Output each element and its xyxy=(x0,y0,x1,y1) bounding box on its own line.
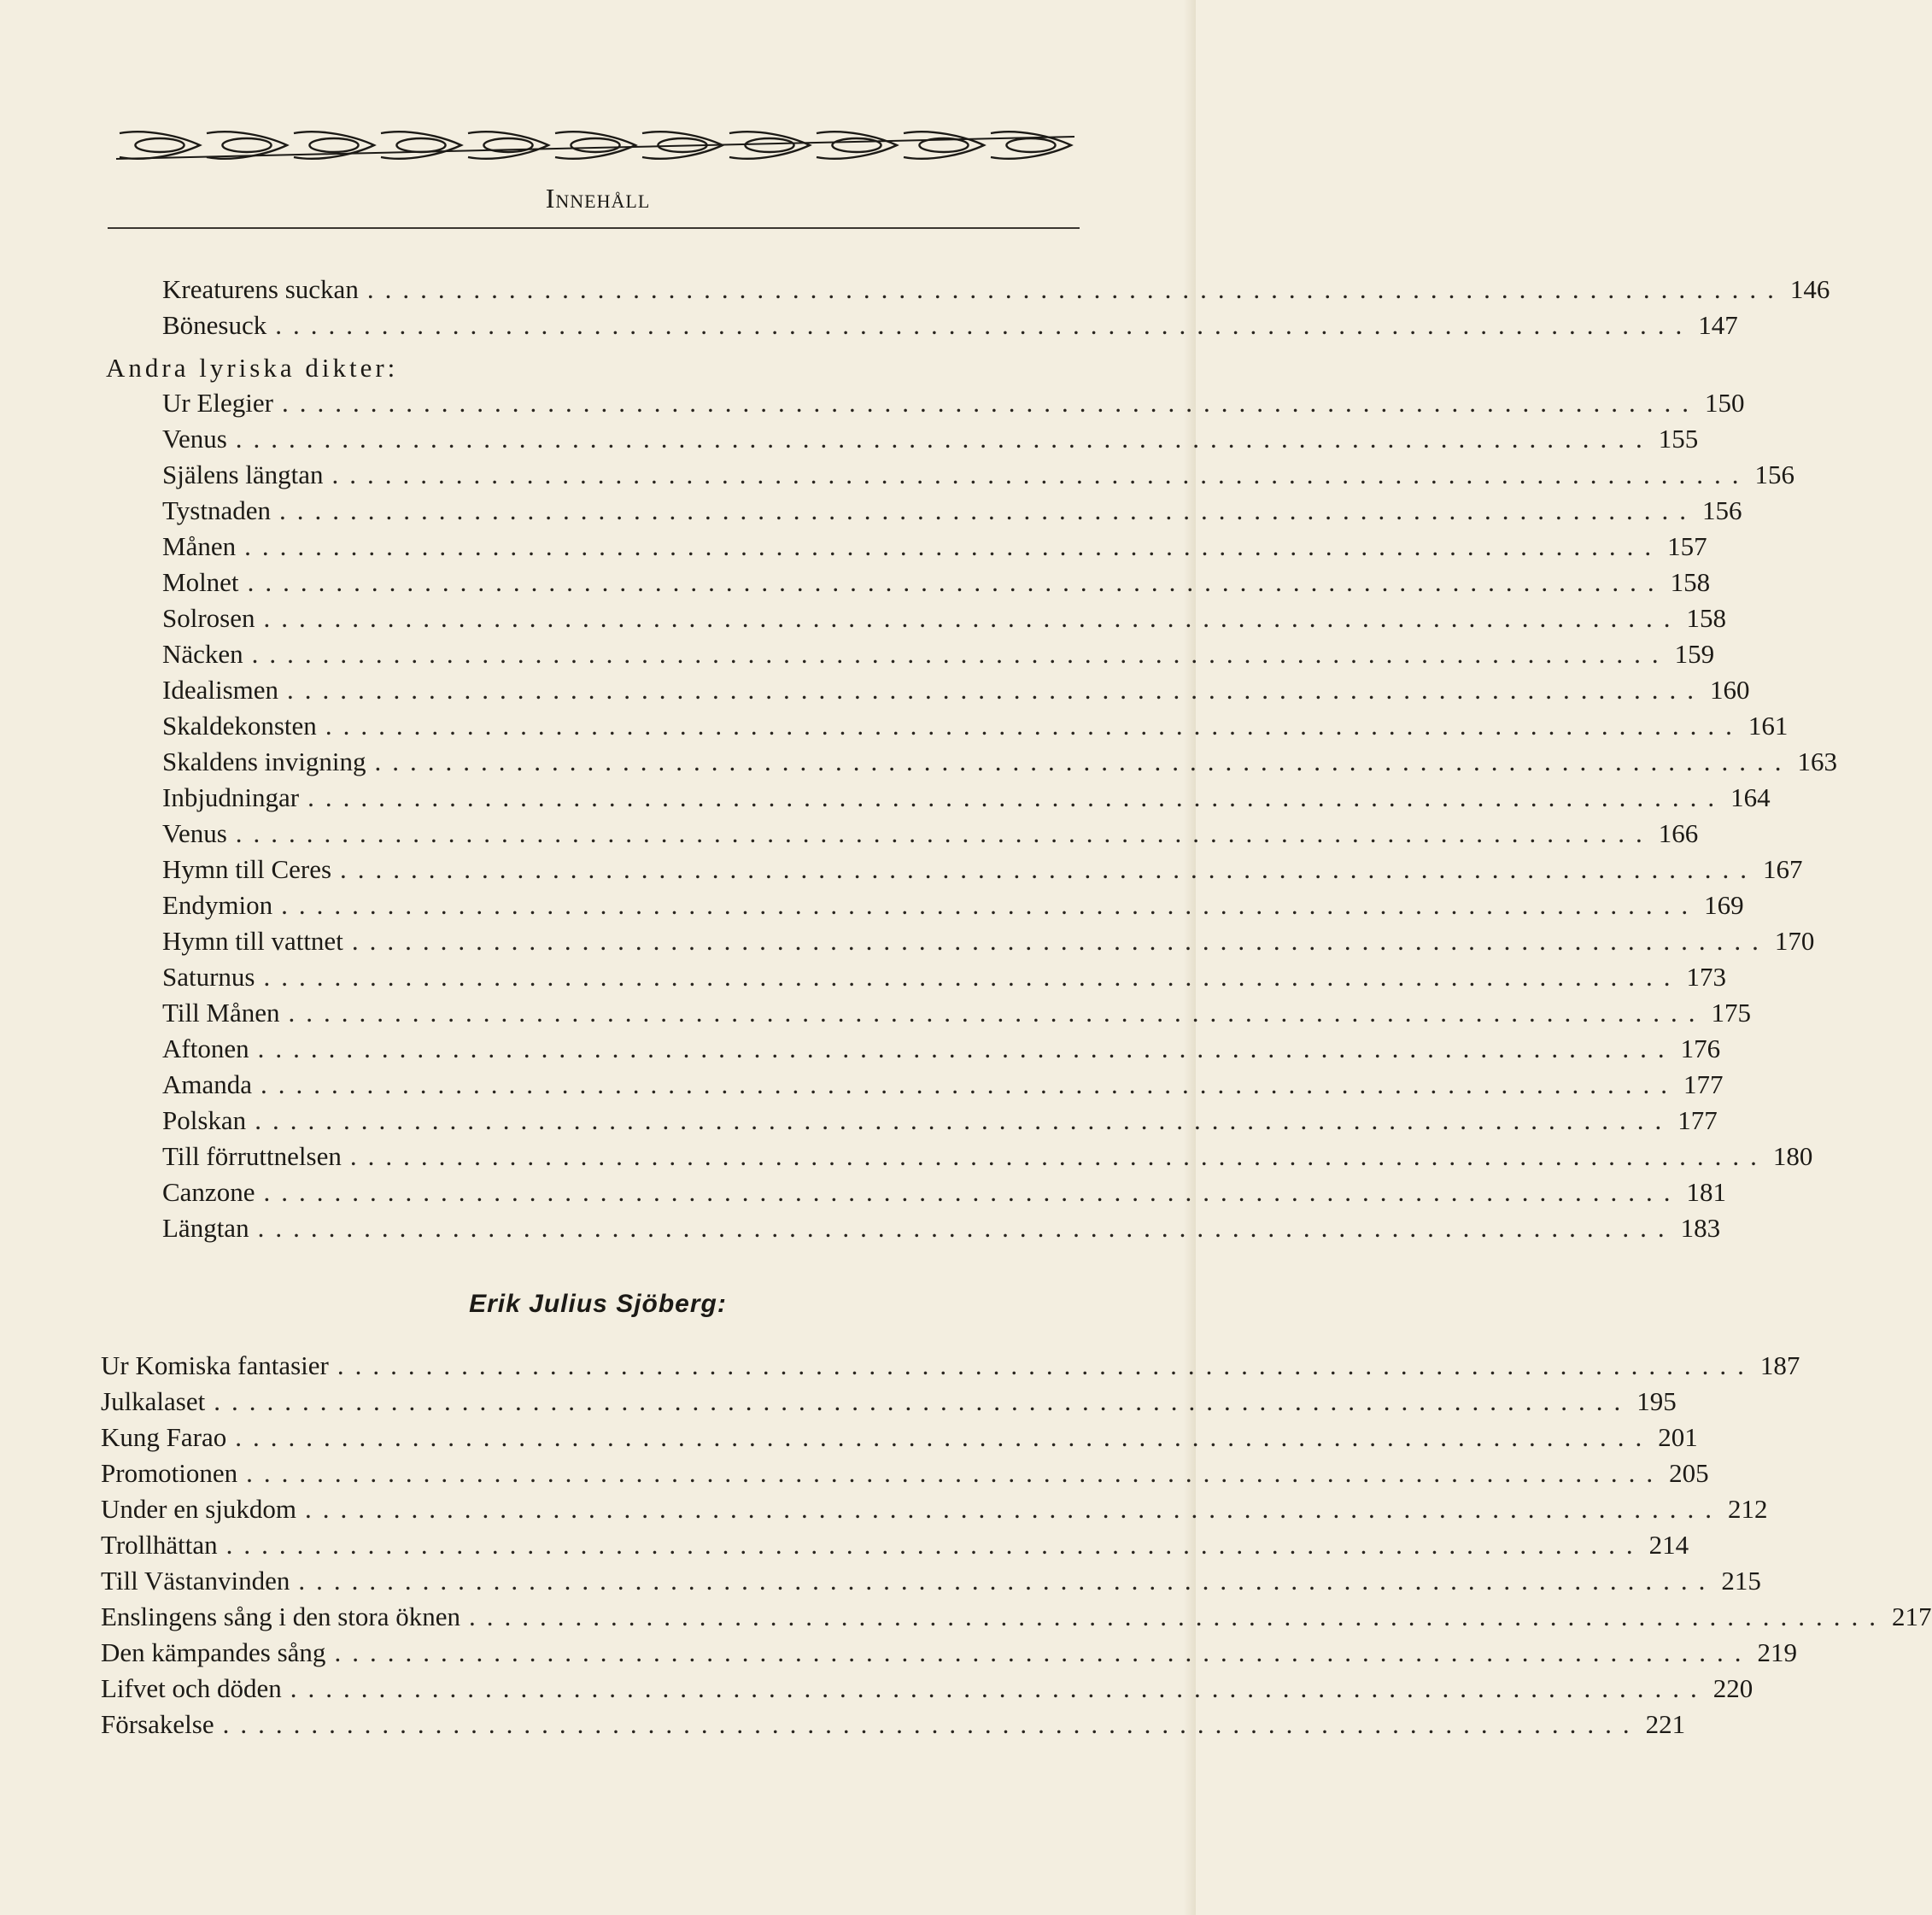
leader-dots: ................................................................................ xyxy=(278,495,1697,525)
toc-entry-title: Polskan xyxy=(162,1105,247,1135)
toc-entry-title: Venus xyxy=(162,818,227,848)
toc-entry-page: 187 xyxy=(1759,1350,1800,1380)
toc-entry-page: 183 xyxy=(1680,1213,1721,1243)
toc-entry-page: 175 xyxy=(1711,998,1752,1028)
toc-entry-page: 157 xyxy=(1667,531,1707,561)
toc-entry-title: Idealismen xyxy=(162,675,279,705)
toc-entry-page: 176 xyxy=(1680,1034,1721,1063)
leader-dots: ................................................................................ xyxy=(366,274,1785,304)
toc-entry-title: Solrosen xyxy=(162,603,255,633)
toc-entry-title: Tystnaden xyxy=(162,495,271,525)
toc-entry-page: 159 xyxy=(1674,639,1715,669)
leader-dots: ................................................................................ xyxy=(257,1034,1676,1063)
toc-entry xyxy=(101,1384,1677,1420)
toc-entry-title: Endymion xyxy=(162,890,273,920)
toc-entry xyxy=(101,1491,1768,1527)
leader-dots: ................................................................................ xyxy=(307,782,1726,812)
toc-entry-title: Julkalaset xyxy=(101,1386,206,1416)
toc-entry-page: 173 xyxy=(1686,962,1726,992)
leader-dots: ................................................................................ xyxy=(275,310,1694,340)
toc-entry xyxy=(162,565,1711,600)
toc-entry-page: 214 xyxy=(1648,1530,1689,1560)
toc-entry-title: Inbjudningar xyxy=(162,782,300,812)
page-title xyxy=(0,183,1196,214)
toc-entry xyxy=(162,923,1815,959)
toc-entry-title: Lifvet och döden xyxy=(101,1673,282,1703)
toc-entry xyxy=(162,493,1742,529)
leader-dots: ................................................................................ xyxy=(225,1530,1644,1560)
toc-entry-title: Hymn till Ceres xyxy=(162,854,332,884)
toc-entry xyxy=(162,852,1803,887)
leader-dots: ................................................................................ xyxy=(246,1458,1665,1488)
toc-entry-page: 147 xyxy=(1698,310,1738,340)
toc-entry-page: 155 xyxy=(1658,424,1699,454)
decorative-ornament-band xyxy=(116,125,1074,166)
toc-entry xyxy=(162,744,1838,780)
toc-entry-page: 158 xyxy=(1670,567,1711,597)
toc-entry-title: Kreaturens suckan xyxy=(162,274,359,304)
leader-dots: ................................................................................ xyxy=(222,1709,1641,1739)
leader-dots: ................................................................................ xyxy=(298,1566,1717,1596)
toc-entry xyxy=(162,959,1726,995)
toc-entry xyxy=(101,1707,1686,1742)
toc-entry-page: 156 xyxy=(1701,495,1742,525)
leader-dots: ................................................................................ xyxy=(288,998,1707,1028)
leader-dots: ................................................................................ xyxy=(340,854,1759,884)
toc-entry xyxy=(162,780,1771,816)
leader-dots: ................................................................................ xyxy=(263,962,1682,992)
toc-entry-page: 221 xyxy=(1645,1709,1686,1739)
toc-entry-page: 220 xyxy=(1712,1673,1753,1703)
leader-dots: ................................................................................ xyxy=(305,1494,1724,1524)
toc-entry-title: Venus xyxy=(162,424,227,454)
section-label: Andra lyriska dikter: xyxy=(106,353,399,383)
toc-entry xyxy=(162,421,1699,457)
toc-entry-page: 164 xyxy=(1730,782,1771,812)
toc-entry-title: Canzone xyxy=(162,1177,255,1207)
toc-entry-page: 160 xyxy=(1710,675,1750,705)
toc-entry-title: Bönesuck xyxy=(162,310,267,340)
toc-entry xyxy=(162,1139,1813,1174)
toc-entry xyxy=(101,1671,1753,1707)
toc-entry xyxy=(101,1599,1932,1635)
toc-entry-title: Till förruttnelsen xyxy=(162,1141,342,1171)
toc-entry-title: Till Månen xyxy=(162,998,280,1028)
leader-dots: ................................................................................ xyxy=(287,675,1706,705)
toc-entry-page: 170 xyxy=(1774,926,1815,956)
toc-entry xyxy=(101,1635,1797,1671)
toc-entry-page: 166 xyxy=(1658,818,1699,848)
toc-entry xyxy=(162,995,1752,1031)
toc-entry-page: 177 xyxy=(1683,1069,1724,1099)
header-rule xyxy=(108,227,1080,229)
leader-dots: ................................................................................ xyxy=(349,1141,1768,1171)
toc-entry-title: Molnet xyxy=(162,567,239,597)
author-heading: Erik Julius Sjöberg: xyxy=(469,1290,727,1318)
leader-dots: ................................................................................ xyxy=(351,926,1770,956)
toc-entry xyxy=(162,816,1699,852)
toc-entry xyxy=(162,1103,1718,1139)
toc-entry-title: Näcken xyxy=(162,639,243,669)
leader-dots: ................................................................................ xyxy=(257,1213,1676,1243)
toc-entry-page: 219 xyxy=(1757,1637,1797,1667)
toc-entry-title: Hymn till vattnet xyxy=(162,926,343,956)
toc-entry xyxy=(162,529,1707,565)
toc-entry-page: 195 xyxy=(1636,1386,1677,1416)
toc-entry xyxy=(101,1527,1689,1563)
toc-entry xyxy=(101,1420,1698,1455)
toc-entry xyxy=(162,272,1830,307)
toc-entry xyxy=(162,708,1789,744)
toc-entry-title: Aftonen xyxy=(162,1034,249,1063)
toc-entry xyxy=(101,1348,1800,1384)
toc-entry-page: 156 xyxy=(1754,460,1795,489)
toc-entry-title: Till Västanvinden xyxy=(101,1566,290,1596)
toc-entry-title: Under en sjukdom xyxy=(101,1494,297,1524)
toc-entry xyxy=(101,1455,1709,1491)
toc-entry-title: Enslingens sång i den stora öknen xyxy=(101,1602,461,1631)
leader-dots: ................................................................................ xyxy=(469,1602,1888,1631)
toc-entry-page: 215 xyxy=(1721,1566,1761,1596)
toc-entry-page: 205 xyxy=(1669,1458,1709,1488)
leader-dots: ................................................................................ xyxy=(261,1069,1679,1099)
page-title-text: Innehåll xyxy=(545,183,651,214)
toc-entry-page: 212 xyxy=(1728,1494,1768,1524)
toc-entry-title: Försakelse xyxy=(101,1709,214,1739)
leader-dots: ................................................................................ xyxy=(263,603,1682,633)
toc-entry-page: 167 xyxy=(1763,854,1803,884)
toc-entry-page: 169 xyxy=(1704,890,1744,920)
leader-dots: ................................................................................ xyxy=(255,1105,1673,1135)
toc-entry-page: 217 xyxy=(1892,1602,1932,1631)
toc-entry xyxy=(162,1174,1726,1210)
leader-dots: ................................................................................ xyxy=(325,711,1743,741)
leader-dots: ................................................................................ xyxy=(331,460,1750,489)
toc-entry xyxy=(162,1067,1724,1103)
toc-entry xyxy=(101,1563,1761,1599)
toc-entry xyxy=(162,887,1744,923)
toc-entry xyxy=(162,457,1795,493)
toc-entry-title: Längtan xyxy=(162,1213,249,1243)
toc-entry-title: Amanda xyxy=(162,1069,253,1099)
leader-dots: ................................................................................ xyxy=(247,567,1666,597)
toc-entry-title: Promotionen xyxy=(101,1458,238,1488)
toc-entry-page: 201 xyxy=(1658,1422,1698,1452)
leader-dots: ................................................................................ xyxy=(334,1637,1753,1667)
toc-entry xyxy=(162,307,1738,343)
toc-entry-page: 180 xyxy=(1772,1141,1813,1171)
toc-entry-page: 158 xyxy=(1686,603,1726,633)
toc-entry-title: Ur Elegier xyxy=(162,388,273,418)
toc-entry xyxy=(162,385,1745,421)
toc-entry-page: 150 xyxy=(1704,388,1745,418)
leader-dots: ................................................................................ xyxy=(214,1386,1632,1416)
toc-entry-title: Själens längtan xyxy=(162,460,324,489)
toc-entry-title: Skaldekonsten xyxy=(162,711,317,741)
leader-dots: ................................................................................ xyxy=(235,1422,1654,1452)
toc-entry-page: 181 xyxy=(1686,1177,1726,1207)
toc-entry-page: 161 xyxy=(1748,711,1789,741)
leader-dots: ................................................................................ xyxy=(251,639,1670,669)
toc-entry xyxy=(162,1210,1721,1246)
toc-entry-title: Ur Komiska fantasier xyxy=(101,1350,329,1380)
leader-dots: ................................................................................ xyxy=(281,890,1700,920)
leader-dots: ................................................................................ xyxy=(235,818,1654,848)
toc-entry xyxy=(162,1031,1721,1067)
toc-entry-title: Månen xyxy=(162,531,237,561)
toc-entry-page: 177 xyxy=(1677,1105,1718,1135)
toc-entry-title: Skaldens invigning xyxy=(162,747,366,776)
toc-entry xyxy=(162,600,1726,636)
toc-entry-page: 146 xyxy=(1789,274,1830,304)
leader-dots: ................................................................................ xyxy=(235,424,1654,454)
toc-entry-title: Den kämpandes sång xyxy=(101,1637,326,1667)
leader-dots: ................................................................................ xyxy=(337,1350,1755,1380)
leader-dots: ................................................................................ xyxy=(374,747,1793,776)
toc-entry-title: Saturnus xyxy=(162,962,255,992)
toc-entry xyxy=(162,636,1715,672)
leader-dots: ................................................................................ xyxy=(263,1177,1682,1207)
toc-entry-page: 163 xyxy=(1797,747,1838,776)
leader-dots: ................................................................................ xyxy=(290,1673,1708,1703)
toc-entry xyxy=(162,672,1750,708)
toc-entry-title: Trollhättan xyxy=(101,1530,218,1560)
leader-dots: ................................................................................ xyxy=(281,388,1700,418)
toc-entry-title: Kung Farao xyxy=(101,1422,227,1452)
leader-dots: ................................................................................ xyxy=(244,531,1663,561)
